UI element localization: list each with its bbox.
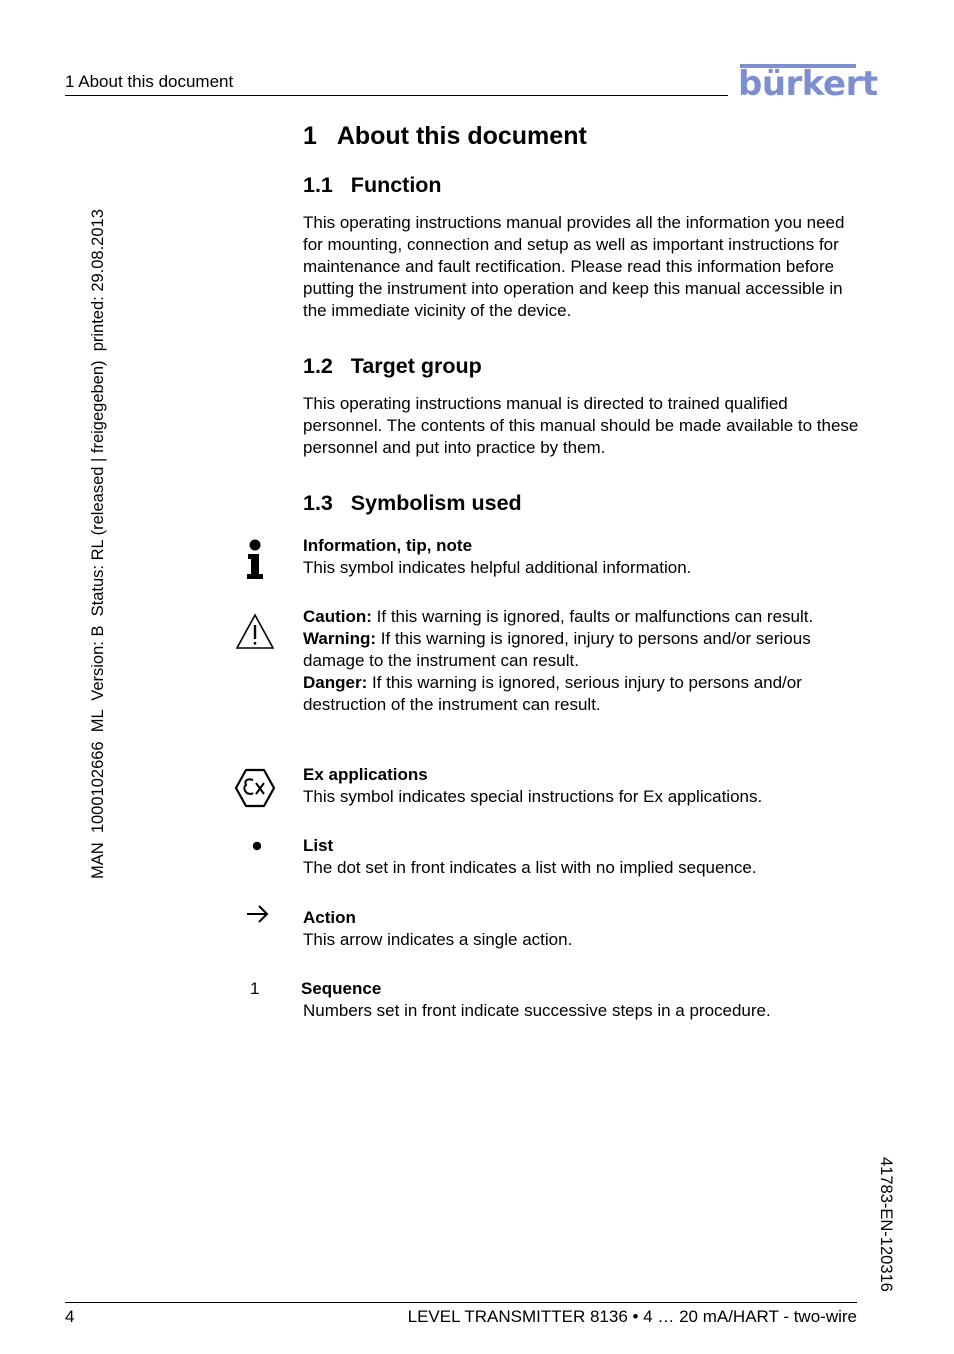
section-text-target-group: This operating instructions manual is directed to trained qualified personnel. The contents of this manual should be made available to these personnel and put into practice by them. [303,394,859,457]
page-number: 4 [65,1307,75,1326]
symbol-list-title: List [303,836,334,855]
logo-text: bürkert [738,64,878,104]
warning-text: If this warning is ignored, injury to persons and/or serious damage to the instrument can result. [303,629,811,670]
symbol-caution-line [303,606,863,628]
document-number: 41783-EN-120316 [877,1157,895,1292]
symbol-info-title: Information, tip, note [303,536,473,555]
bullet-dot-icon [230,838,280,859]
symbol-ex-title: Ex applications [303,765,428,784]
symbol-sequence-text: Numbers set in front indicate successive steps in a procedure. [303,1001,771,1020]
section-heading-symbolism: 1.3 Symbolism used [303,491,522,515]
symbol-sequence [303,978,863,1022]
symbol-action [303,907,863,951]
symbol-action-title: Action [303,908,356,927]
caution-label: Caution: [303,607,372,626]
section-heading-function: 1.1 Function [303,173,442,197]
info-icon [230,539,280,586]
sequence-number: 1 [250,979,260,998]
symbol-sequence-title: Sequence [301,979,382,998]
symbol-danger-line [303,672,863,716]
footer-product-title: LEVEL TRANSMITTER 8136 • 4 … 20 mA/HART - two-wire [407,1307,857,1326]
symbol-action-text: This arrow indicates a single action. [303,930,573,949]
footer-rule [65,1302,857,1303]
danger-label: Danger: [303,673,368,692]
header-rule [65,95,728,96]
symbol-ex [303,764,863,808]
arrow-right-icon [230,903,280,930]
ex-hexagon-icon [230,768,280,813]
symbol-warning-line [303,628,863,672]
caution-text: If this warning is ignored, faults or malfunctions can result. [371,607,814,626]
symbol-info-text: This symbol indicates helpful additional information. [303,558,692,577]
chapter-title: 1 About this document [303,122,587,150]
symbol-info [303,535,863,579]
running-header-title: 1 About this document [65,72,234,91]
danger-text: If this warning is ignored, serious injury to persons and/or destruction of the instrument can result. [303,673,802,714]
section-heading-target-group: 1.2 Target group [303,354,482,378]
symbol-ex-text: This symbol indicates special instructions for Ex applications. [303,787,763,806]
brand-logo [738,64,878,104]
warning-triangle-icon [230,612,280,657]
symbol-list [303,835,863,879]
side-status-note: MAN 1000102666 ML Version: B Status: RL (released | freigegeben) printed: 29.08.2013 [89,209,107,879]
section-text-function: This operating instructions manual provides all the information you need for mounting, connection and setup as well as important instructions for maintenance and fault rectification. Please read this information before putting the instrument into operation and keep this manual accessible in the immediate vicinity of the device. [303,213,845,320]
warning-label: Warning: [303,629,377,648]
symbol-list-text: The dot set in front indicates a list with no implied sequence. [303,858,757,877]
symbol-warning [303,606,863,716]
